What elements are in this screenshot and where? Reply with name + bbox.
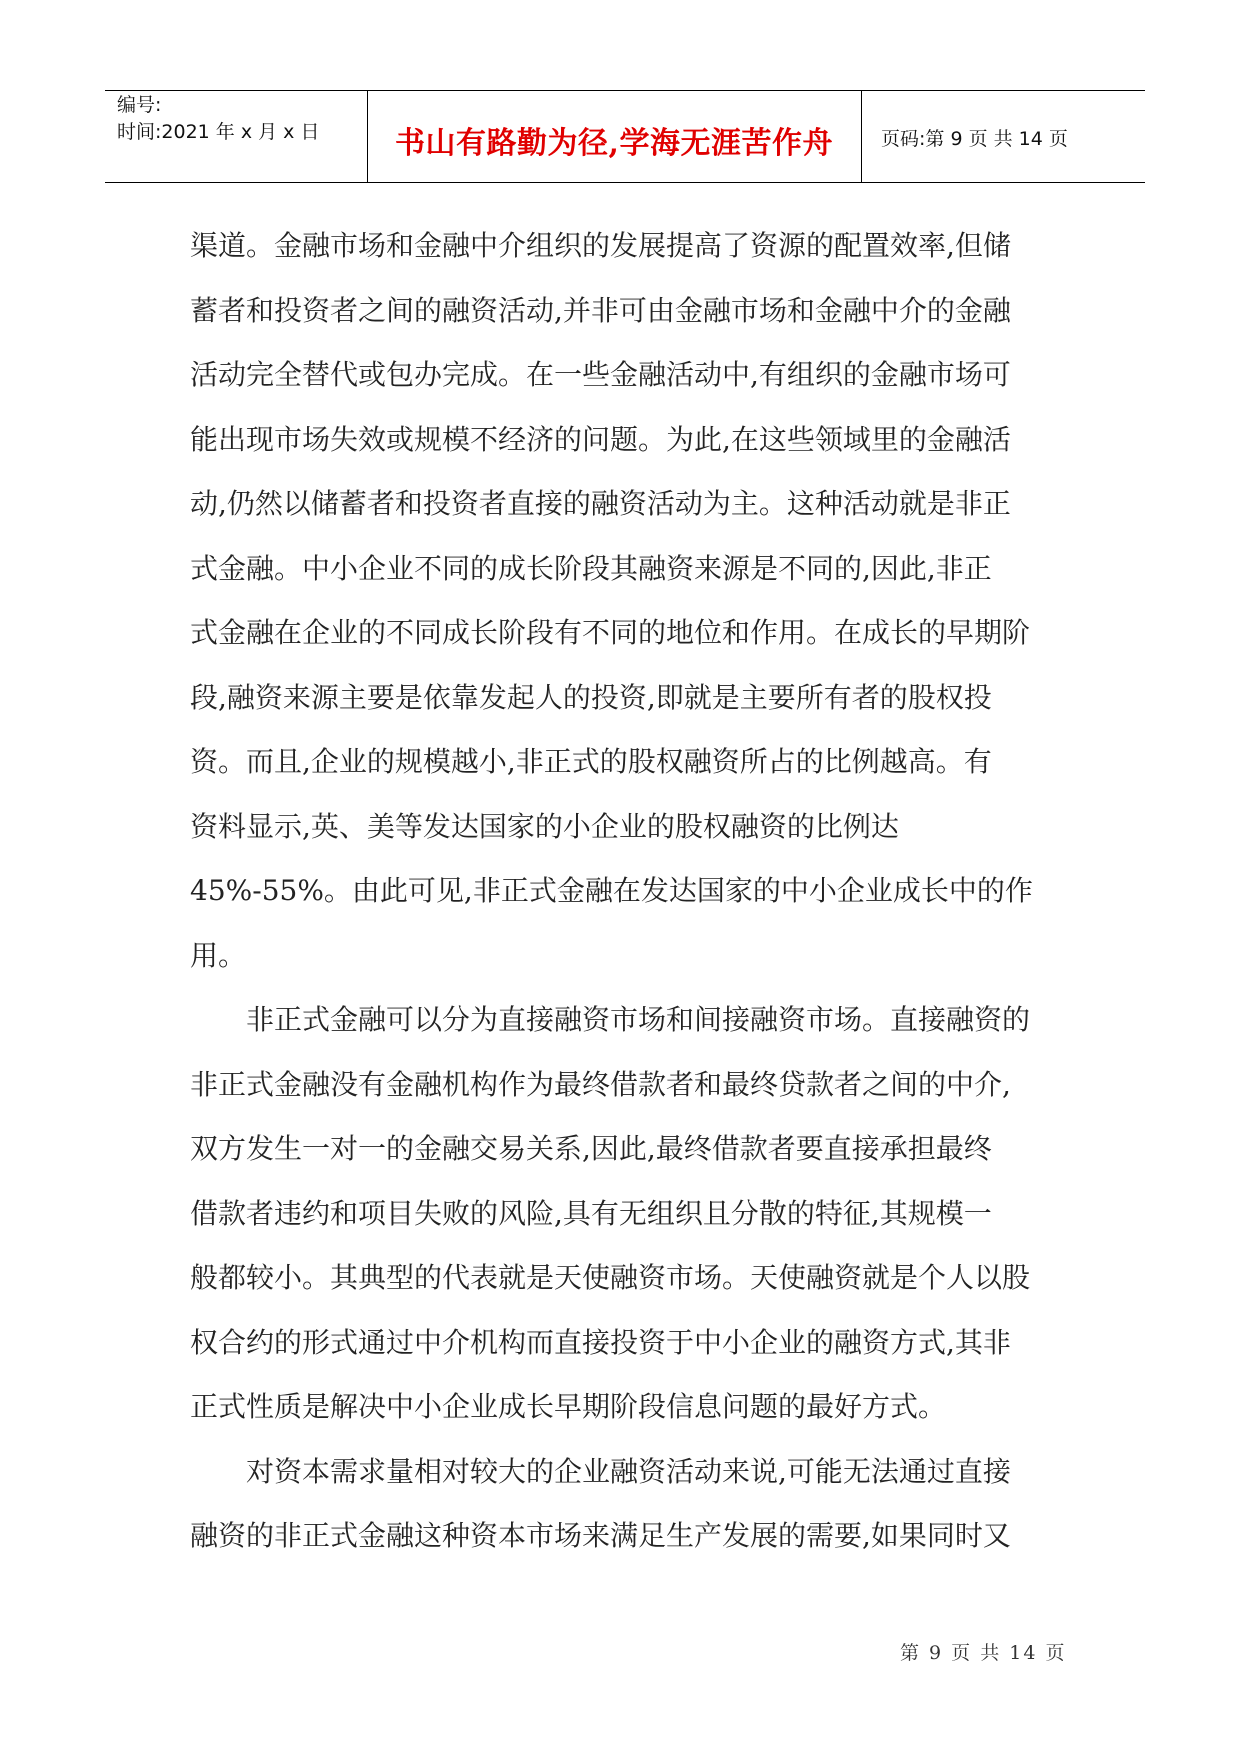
text-line: 双方发生一对一的金融交易关系,因此,最终借款者要直接承担最终 xyxy=(190,1132,992,1165)
body-text xyxy=(190,214,1060,1569)
page-footer: 第 9 页 共 14 页 xyxy=(900,1642,1067,1664)
header-bottom-rule xyxy=(105,182,1145,183)
header-top-rule xyxy=(105,90,1145,91)
text-line: 动,仍然以储蓄者和投资者直接的融资活动为主。这种活动就是非正 xyxy=(190,487,1011,520)
text-line: 借款者违约和项目失败的风险,具有无组织且分散的特征,其规模一 xyxy=(190,1196,992,1230)
text-line: 正式性质是解决中小企业成长早期阶段信息问题的最好方式。 xyxy=(190,1390,947,1423)
text-line: 融资的非正式金融这种资本市场来满足生产发展的需要,如果同时又 xyxy=(190,1519,1011,1552)
paragraph-first-line: 对资本需求量相对较大的企业融资活动来说,可能无法通过直接 xyxy=(246,1454,1011,1488)
header-time-label: 时间:2021 年 x 月 x 日 xyxy=(117,121,320,143)
header-meta xyxy=(117,92,319,146)
text-line: 用。 xyxy=(190,938,247,972)
header-number-label: 编号: xyxy=(117,94,162,116)
header-divider-right xyxy=(861,90,862,183)
text-line: 活动完全替代或包办完成。在一些金融活动中,有组织的金融市场可 xyxy=(190,358,1011,391)
header-slogan: 书山有路勤为径,学海无涯苦作舟 xyxy=(395,126,833,161)
text-line: 45%-55%。由此可见,非正式金融在发达国家的中小企业成长中的作 xyxy=(190,874,1033,907)
paragraph-first-line: 非正式金融可以分为直接融资市场和间接融资市场。直接融资的 xyxy=(246,1003,1031,1036)
text-line: 非正式金融没有金融机构作为最终借款者和最终贷款者之间的中介, xyxy=(190,1067,1011,1101)
text-line: 资料显示,英、美等发达国家的小企业的股权融资的比例达 xyxy=(190,809,899,843)
text-line: 般都较小。其典型的代表就是天使融资市场。天使融资就是个人以股 xyxy=(190,1261,1031,1294)
text-line: 权合约的形式通过中介机构而直接投资于中小企业的融资方式,其非 xyxy=(190,1325,1011,1359)
text-line: 能出现市场失效或规模不经济的问题。为此,在这些领域里的金融活 xyxy=(190,422,1011,456)
text-line: 式金融在企业的不同成长阶段有不同的地位和作用。在成长的早期阶 xyxy=(190,616,1031,649)
header-page-label: 页码:第 9 页 共 14 页 xyxy=(881,128,1068,150)
text-line: 段,融资来源主要是依靠发起人的投资,即就是主要所有者的股权投 xyxy=(190,680,992,714)
text-line: 资。而且,企业的规模越小,非正式的股权融资所占的比例越高。有 xyxy=(190,745,992,778)
text-line: 渠道。金融市场和金融中介组织的发展提高了资源的配置效率,但储 xyxy=(190,229,1011,262)
text-line: 蓄者和投资者之间的融资活动,并非可由金融市场和金融中介的金融 xyxy=(190,293,1011,327)
text-line: 式金融。中小企业不同的成长阶段其融资来源是不同的,因此,非正 xyxy=(190,551,992,585)
page-header xyxy=(105,90,1145,184)
